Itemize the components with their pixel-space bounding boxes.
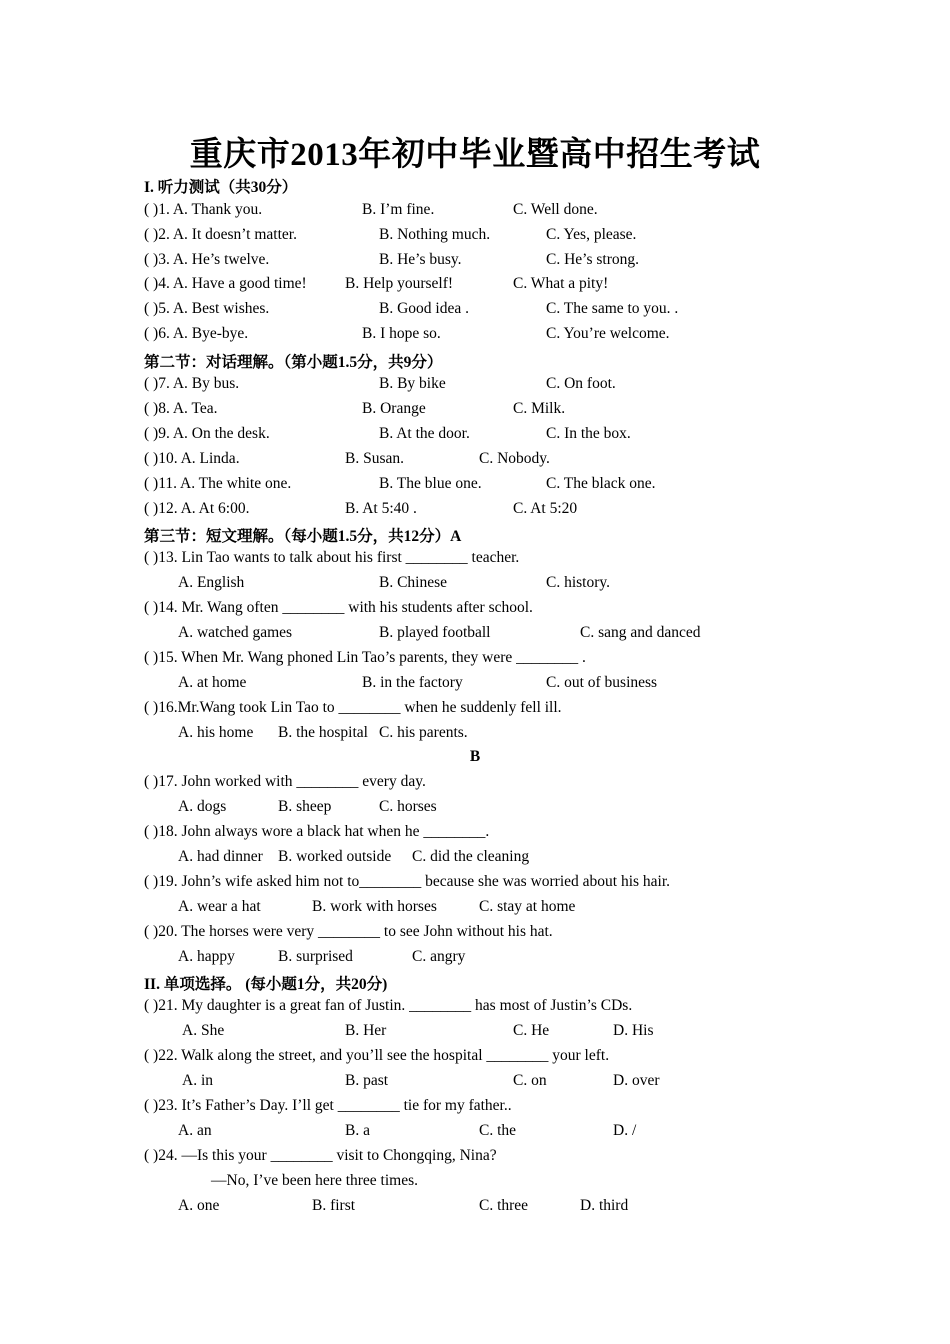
answer-option: C. The black one. <box>546 475 656 492</box>
question-text: A. one <box>178 1197 220 1214</box>
question-line <box>0 724 950 746</box>
answer-option: C. history. <box>546 574 611 591</box>
answer-option: B. played football <box>379 624 491 641</box>
question-text: ( )14. Mr. Wang often ________ with his students after school. <box>144 599 533 616</box>
answer-option: C. Milk. <box>513 400 566 417</box>
answer-option: B. Help yourself! <box>345 275 454 292</box>
question-text: A. watched games <box>178 624 293 641</box>
question-line <box>0 873 950 895</box>
answer-option: C. The same to you. . <box>546 300 679 317</box>
answer-option: C. on <box>513 1072 547 1089</box>
question-line <box>0 1072 950 1094</box>
question-line <box>0 226 950 248</box>
answer-option: B. first <box>312 1197 356 1214</box>
question-line <box>0 275 950 297</box>
question-line <box>0 1172 950 1194</box>
answer-option: C. horses <box>379 798 437 815</box>
question-line <box>0 1122 950 1144</box>
answer-option: C. In the box. <box>546 425 631 442</box>
question-line <box>0 251 950 273</box>
question-line <box>0 1047 950 1069</box>
answer-option: B. Susan. <box>345 450 404 467</box>
question-text: A. English <box>178 574 245 591</box>
answer-option: C. the <box>479 1122 517 1139</box>
question-text: A. at home <box>178 674 247 691</box>
question-line <box>0 400 950 422</box>
question-text: ( )11. A. The white one. <box>144 475 292 492</box>
question-text: ( )10. A. Linda. <box>144 450 240 467</box>
question-text: ( )19. John’s wife asked him not to________ because she was worried about his hair. <box>144 873 671 890</box>
question-text: ( )8. A. Tea. <box>144 400 218 417</box>
section-multiple-choice-heading: II. 单项选择。 (每小题1分，共20分) <box>144 976 388 993</box>
question-text: ( )2. A. It doesn’t matter. <box>144 226 297 243</box>
answer-option: B. Her <box>345 1022 387 1039</box>
answer-option: B. in the factory <box>362 674 463 691</box>
question-line <box>0 475 950 497</box>
question-line <box>0 823 950 845</box>
question-line <box>0 1147 950 1169</box>
question-line <box>0 649 950 671</box>
answer-option: B. past <box>345 1072 389 1089</box>
answer-option: B. I’m fine. <box>362 201 435 218</box>
answer-option: C. Well done. <box>513 201 598 218</box>
answer-option: C. three <box>479 1197 529 1214</box>
answer-option: C. What a pity! <box>513 275 609 292</box>
answer-option: B. surprised <box>278 948 353 965</box>
answer-option: B. the hospital <box>278 724 368 741</box>
answer-option: C. On foot. <box>546 375 616 392</box>
question-text: ( )12. A. At 6:00. <box>144 500 250 517</box>
question-text: A. She <box>182 1022 225 1039</box>
question-text: ( )23. It’s Father’s Day. I’ll get ________ tie for my father.. <box>144 1097 512 1114</box>
answer-option: C. You’re welcome. <box>546 325 670 342</box>
question-text: A. dogs <box>178 798 227 815</box>
answer-option: D. third <box>580 1197 629 1214</box>
question-text: A. in <box>182 1072 213 1089</box>
answer-option: C. Yes, please. <box>546 226 637 243</box>
question-line <box>0 948 950 970</box>
question-line <box>0 1022 950 1044</box>
question-text: A. happy <box>178 948 235 965</box>
question-text: ( )6. A. Bye-bye. <box>144 325 249 342</box>
question-line <box>0 699 950 721</box>
question-text: A. his home <box>178 724 254 741</box>
question-line <box>0 1197 950 1219</box>
answer-option: B. work with horses <box>312 898 437 915</box>
answer-option: B. sheep <box>278 798 332 815</box>
question-line <box>0 674 950 696</box>
answer-option: B. worked outside <box>278 848 392 865</box>
question-text: ( )5. A. Best wishes. <box>144 300 270 317</box>
question-text: ( )4. A. Have a good time! <box>144 275 307 292</box>
answer-option: D. His <box>613 1022 654 1039</box>
answer-option: C. stay at home <box>479 898 576 915</box>
question-line <box>0 201 950 223</box>
question-line <box>0 599 950 621</box>
question-text: A. wear a hat <box>178 898 261 915</box>
answer-option: B. Nothing much. <box>379 226 491 243</box>
question-line <box>0 574 950 596</box>
question-text: ( )18. John always wore a black hat when he ________. <box>144 823 490 840</box>
question-line <box>0 450 950 472</box>
section-passage-heading: 第三节：短文理解。（每小题1.5分，共12分）A <box>144 528 462 545</box>
question-line <box>0 300 950 322</box>
question-line <box>0 1097 950 1119</box>
answer-option: B. Orange <box>362 400 426 417</box>
question-line <box>0 923 950 945</box>
answer-option: B. Chinese <box>379 574 448 591</box>
answer-option: D. over <box>613 1072 660 1089</box>
question-text: ( )17. John worked with ________ every day. <box>144 773 426 790</box>
question-text: ( )16.Mr.Wang took Lin Tao to ________ when he suddenly fell ill. <box>144 699 562 716</box>
question-text: —No, I’ve been here three times. <box>211 1172 419 1189</box>
answer-option: D. / <box>613 1122 637 1139</box>
question-text: ( )20. The horses were very ________ to see John without his hat. <box>144 923 553 940</box>
question-line <box>0 898 950 920</box>
question-line <box>0 848 950 870</box>
answer-option: B. At 5:40 . <box>345 500 417 517</box>
answer-option: C. did the cleaning <box>412 848 530 865</box>
answer-option: C. He’s strong. <box>546 251 639 268</box>
question-text: ( )1. A. Thank you. <box>144 201 263 218</box>
question-line <box>0 798 950 820</box>
answer-option: C. out of business <box>546 674 658 691</box>
section-listening-heading: I. 听力测试（共30分） <box>144 179 298 196</box>
answer-option: C. his parents. <box>379 724 468 741</box>
question-text: ( )21. My daughter is a great fan of Justin. ________ has most of Justin’s CDs. <box>144 997 633 1014</box>
question-text: A. an <box>178 1122 212 1139</box>
answer-option: B. Good idea . <box>379 300 469 317</box>
answer-option: B. I hope so. <box>362 325 441 342</box>
question-line <box>0 624 950 646</box>
answer-option: C. He <box>513 1022 550 1039</box>
answer-option: B. The blue one. <box>379 475 482 492</box>
question-text: ( )7. A. By bus. <box>144 375 240 392</box>
question-text: ( )15. When Mr. Wang phoned Lin Tao’s parents, they were ________ . <box>144 649 586 666</box>
question-text: ( )13. Lin Tao wants to talk about his first ________ teacher. <box>144 549 520 566</box>
answer-option: B. At the door. <box>379 425 470 442</box>
answer-option: C. Nobody. <box>479 450 550 467</box>
answer-option: C. angry <box>412 948 466 965</box>
question-line <box>0 375 950 397</box>
answer-option: B. By bike <box>379 375 446 392</box>
question-line <box>0 773 950 795</box>
question-text: ( )9. A. On the desk. <box>144 425 270 442</box>
answer-option: B. a <box>345 1122 370 1139</box>
passage-b-heading: B <box>469 748 481 765</box>
question-text: ( )24. —Is this your ________ visit to Chongqing, Nina? <box>144 1147 497 1164</box>
question-line <box>0 997 950 1019</box>
question-line <box>0 549 950 571</box>
exam-title: 重庆市2013年初中毕业暨高中招生考试 <box>189 137 761 173</box>
question-line <box>0 500 950 522</box>
answer-option: C. sang and danced <box>580 624 701 641</box>
answer-option: C. At 5:20 <box>513 500 578 517</box>
question-line <box>0 425 950 447</box>
question-text: ( )22. Walk along the street, and you’ll see the hospital ________ your left. <box>144 1047 610 1064</box>
question-line <box>0 325 950 347</box>
section-dialogue-heading: 第二节：对话理解。（第小题1.5分，共9分） <box>144 354 443 371</box>
answer-option: B. He’s busy. <box>379 251 462 268</box>
question-text: ( )3. A. He’s twelve. <box>144 251 270 268</box>
question-text: A. had dinner <box>178 848 263 865</box>
